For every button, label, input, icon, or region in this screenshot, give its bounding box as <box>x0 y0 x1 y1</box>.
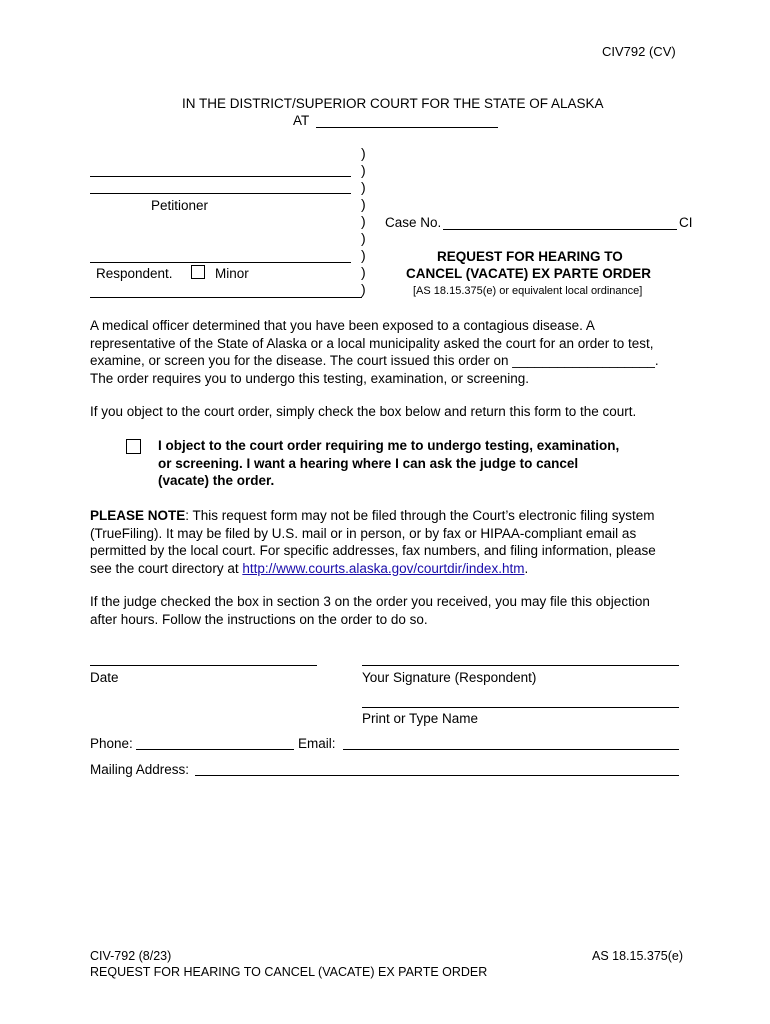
caption-paren: ) <box>361 230 366 246</box>
form-title-line1: REQUEST FOR HEARING TO <box>437 249 623 264</box>
note-line: (TrueFiling). It may be filed by U.S. mail or in person, or by fax or HIPAA-compliant email as <box>90 525 637 541</box>
object-instruction: If you object to the court order, simply check the box below and return this form to the court. <box>90 404 637 419</box>
court-heading: IN THE DISTRICT/SUPERIOR COURT FOR THE STATE OF ALASKA <box>182 96 604 111</box>
respondent-label: Respondent. <box>96 266 173 281</box>
note-text: : This request form may not be filed through the Court’s electronic filing system <box>185 508 655 523</box>
footer-form-code: CIV-792 (8/23) <box>90 949 172 963</box>
court-directory-link[interactable]: http://www.courts.alaska.gov/courtdir/index.htm <box>242 560 525 576</box>
objection-line: I object to the court order requiring me to undergo testing, examination, <box>158 438 620 453</box>
date-line <box>90 665 317 666</box>
caption-paren: ) <box>361 162 366 178</box>
minor-checkbox[interactable] <box>191 265 205 279</box>
form-code-top: CIV792 (CV) <box>602 44 676 59</box>
respondent-line-1 <box>90 262 351 263</box>
mailing-address-line <box>195 775 679 776</box>
caption-paren: ) <box>361 264 366 280</box>
caption-paren: ) <box>361 247 366 263</box>
after-hours-paragraph <box>90 593 710 628</box>
intro-line: representative of the State of Alaska or a local municipality asked the court for an order to test, <box>90 335 654 351</box>
email-label: Email: <box>298 736 336 751</box>
after-hours-line: after hours. Follow the instructions on the order to do so. <box>90 611 428 627</box>
phone-line <box>136 749 294 750</box>
print-name-label: Print or Type Name <box>362 711 479 726</box>
signature-label: Your Signature (Respondent) <box>362 670 537 685</box>
caption-paren: ) <box>361 213 366 229</box>
case-suffix: CI <box>679 215 693 230</box>
signature-line <box>362 665 679 666</box>
after-hours-line: If the judge checked the box in section 3 on the order you received, you may file this objection <box>90 594 650 609</box>
court-location-line <box>316 127 498 128</box>
form-title-statute: [AS 18.15.375(e) or equivalent local ordinance] <box>413 285 643 297</box>
please-note-paragraph <box>90 507 710 577</box>
intro-paragraph <box>90 317 690 387</box>
objection-line: (vacate) the order. <box>158 473 275 488</box>
petitioner-label: Petitioner <box>151 198 209 213</box>
please-note-label: PLEASE NOTE <box>90 508 186 523</box>
objection-statement <box>158 437 698 490</box>
phone-label: Phone: <box>90 736 133 751</box>
at-label: AT <box>293 113 310 128</box>
form-title-line2: CANCEL (VACATE) EX PARTE ORDER <box>406 266 652 281</box>
footer-form-title: REQUEST FOR HEARING TO CANCEL (VACATE) EX PARTE ORDER <box>90 965 488 979</box>
date-label: Date <box>90 670 119 685</box>
note-line: permitted by the local court. For specific addresses, fax numbers, and filing information, please <box>90 543 656 558</box>
petitioner-line-2 <box>90 193 351 194</box>
intro-line: The order requires you to undergo this testing, examination, or screening. <box>90 370 529 386</box>
objection-checkbox[interactable] <box>126 439 141 454</box>
caption-paren: ) <box>361 145 366 161</box>
print-name-line <box>362 707 679 708</box>
caption-paren: ) <box>361 281 366 297</box>
respondent-line-2 <box>90 297 362 298</box>
footer-statute: AS 18.15.375(e) <box>592 949 684 963</box>
objection-line: or screening. I want a hearing where I can ask the judge to cancel <box>158 455 579 471</box>
case-no-label: Case No. <box>385 215 442 230</box>
email-line <box>343 749 679 750</box>
caption-paren: ) <box>361 196 366 212</box>
intro-line: A medical officer determined that you have been exposed to a contagious disease. A <box>90 318 595 333</box>
note-text: see the court directory at <box>90 560 243 576</box>
intro-line: examine, or screen you for the disease. The court issued this order on ___________________. <box>90 353 659 368</box>
mailing-address-label: Mailing Address: <box>90 762 190 777</box>
caption-paren: ) <box>361 179 366 195</box>
case-no-line <box>443 229 677 230</box>
minor-label: Minor <box>215 266 249 281</box>
note-text: . <box>524 560 529 576</box>
